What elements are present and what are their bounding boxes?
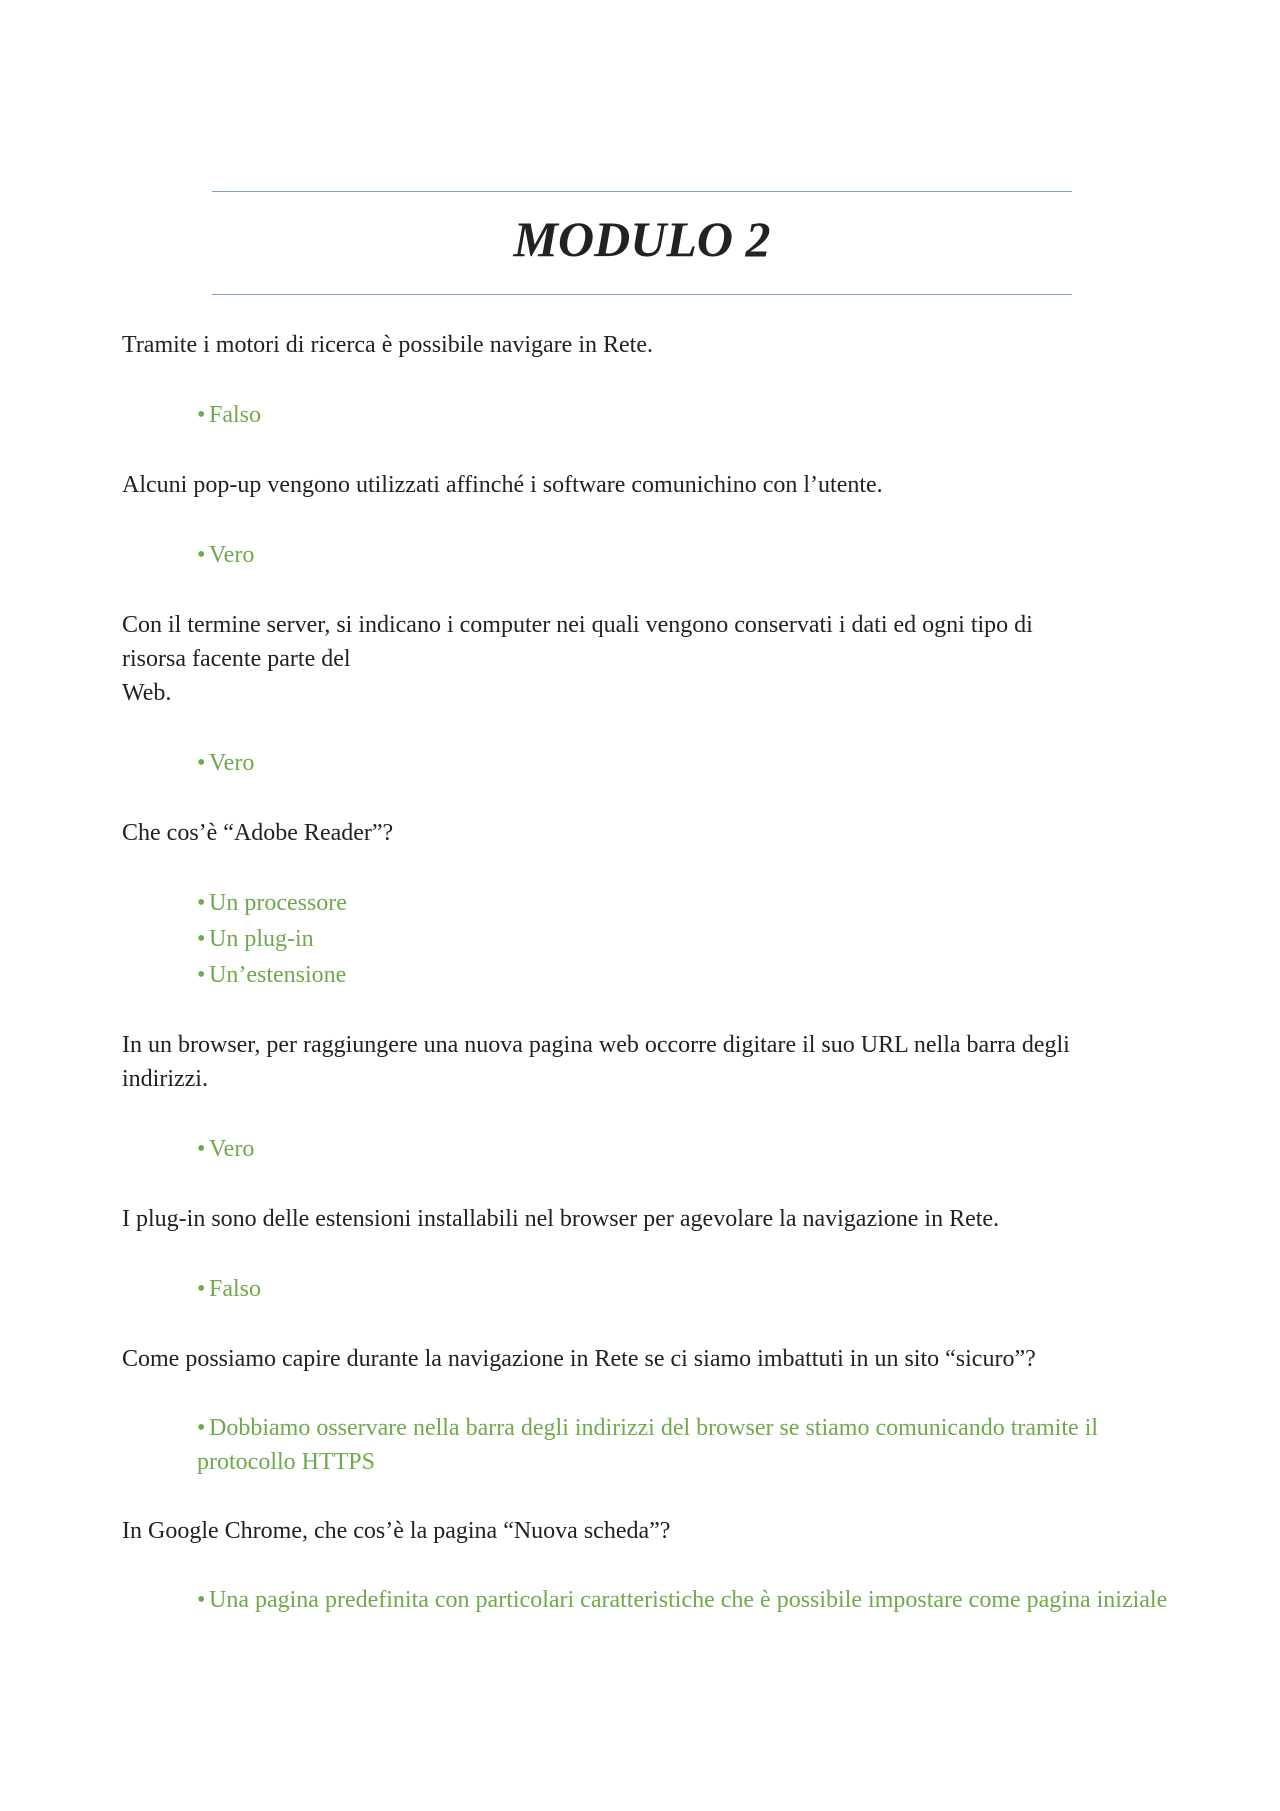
answer-item [197,397,1172,433]
answer-text: Vero [209,542,255,568]
question-line: Web. [122,680,172,706]
answer-list [122,1131,1172,1167]
question-text [122,608,1172,710]
answer-text: Vero [209,750,255,776]
question-line: In Google Chrome, che cos’è la pagina “Nuova scheda”? [122,1518,671,1544]
question-line: Alcuni pop-up vengono utilizzati affinché i software comunichino con l’utente. [122,472,883,498]
answer-text: Un plug-in [209,926,314,952]
answer-item [197,1583,1172,1617]
bullet-icon: • [197,1587,206,1613]
question-line: risorsa facente parte del [122,646,351,672]
question-line: Che cos’è “Adobe Reader”? [122,820,394,846]
answer-item [197,1411,1172,1479]
question-text [122,468,1172,502]
answer-item [197,745,1172,781]
question-text [122,1028,1172,1096]
answer-list [122,537,1172,573]
question-line: indirizzi. [122,1066,208,1092]
bullet-icon: • [197,1136,206,1162]
answer-list [122,397,1172,433]
question-block [122,1342,1172,1479]
bullet-icon: • [197,1276,206,1302]
question-block [122,608,1172,781]
bullet-icon: • [197,926,206,952]
answer-text: Un’estensione [209,962,347,988]
title-bottom-rule [212,294,1072,295]
question-text [122,1342,1172,1376]
question-text [122,328,1172,362]
answer-text: Vero [209,1136,255,1162]
answer-item [197,957,1172,993]
answer-list [122,1411,1172,1479]
answer-list [122,885,1172,993]
question-text [122,1514,1172,1548]
bullet-icon: • [197,542,206,568]
answer-text: Falso [209,1276,262,1302]
answer-list [122,1271,1172,1307]
question-line: Con il termine server, si indicano i computer nei quali vengono conservati i dati ed ogni tipo di [122,612,1033,638]
question-text [122,1202,1172,1236]
question-line: I plug-in sono delle estensioni installabili nel browser per agevolare la navigazione in Rete. [122,1206,1000,1232]
question-block [122,328,1172,433]
answer-item [197,885,1172,921]
question-line: Come possiamo capire durante la navigazione in Rete se ci siamo imbattuti in un sito “sicuro”? [122,1346,1036,1372]
bullet-icon: • [197,402,206,428]
title-top-rule [212,191,1072,192]
question-block [122,1028,1172,1167]
quiz-content [122,328,1172,1652]
bullet-icon: • [197,962,206,988]
bullet-icon: • [197,1415,206,1441]
page-title: MODULO 2 [513,211,771,267]
question-text [122,816,1172,850]
bullet-icon: • [197,890,206,916]
answer-list [122,745,1172,781]
answer-item [197,1131,1172,1167]
question-block [122,1514,1172,1617]
bullet-icon: • [197,750,206,776]
answer-list [122,1583,1172,1617]
question-block [122,468,1172,573]
question-block [122,1202,1172,1307]
answer-text: Una pagina predefinita con particolari caratteristiche che è possibile impostare come pagina iniziale [209,1587,1168,1613]
question-line: Tramite i motori di ricerca è possibile navigare in Rete. [122,332,653,358]
answer-item [197,921,1172,957]
answer-text: Dobbiamo osservare nella barra degli indirizzi del browser se stiamo comunicando tramite il protocollo HTTPS [197,1415,1099,1475]
answer-item [197,1271,1172,1307]
answer-text: Un processore [209,890,347,916]
question-block [122,816,1172,993]
question-line: In un browser, per raggiungere una nuova pagina web occorre digitare il suo URL nella barra degli [122,1032,1070,1058]
answer-text: Falso [209,402,262,428]
answer-item [197,537,1172,573]
